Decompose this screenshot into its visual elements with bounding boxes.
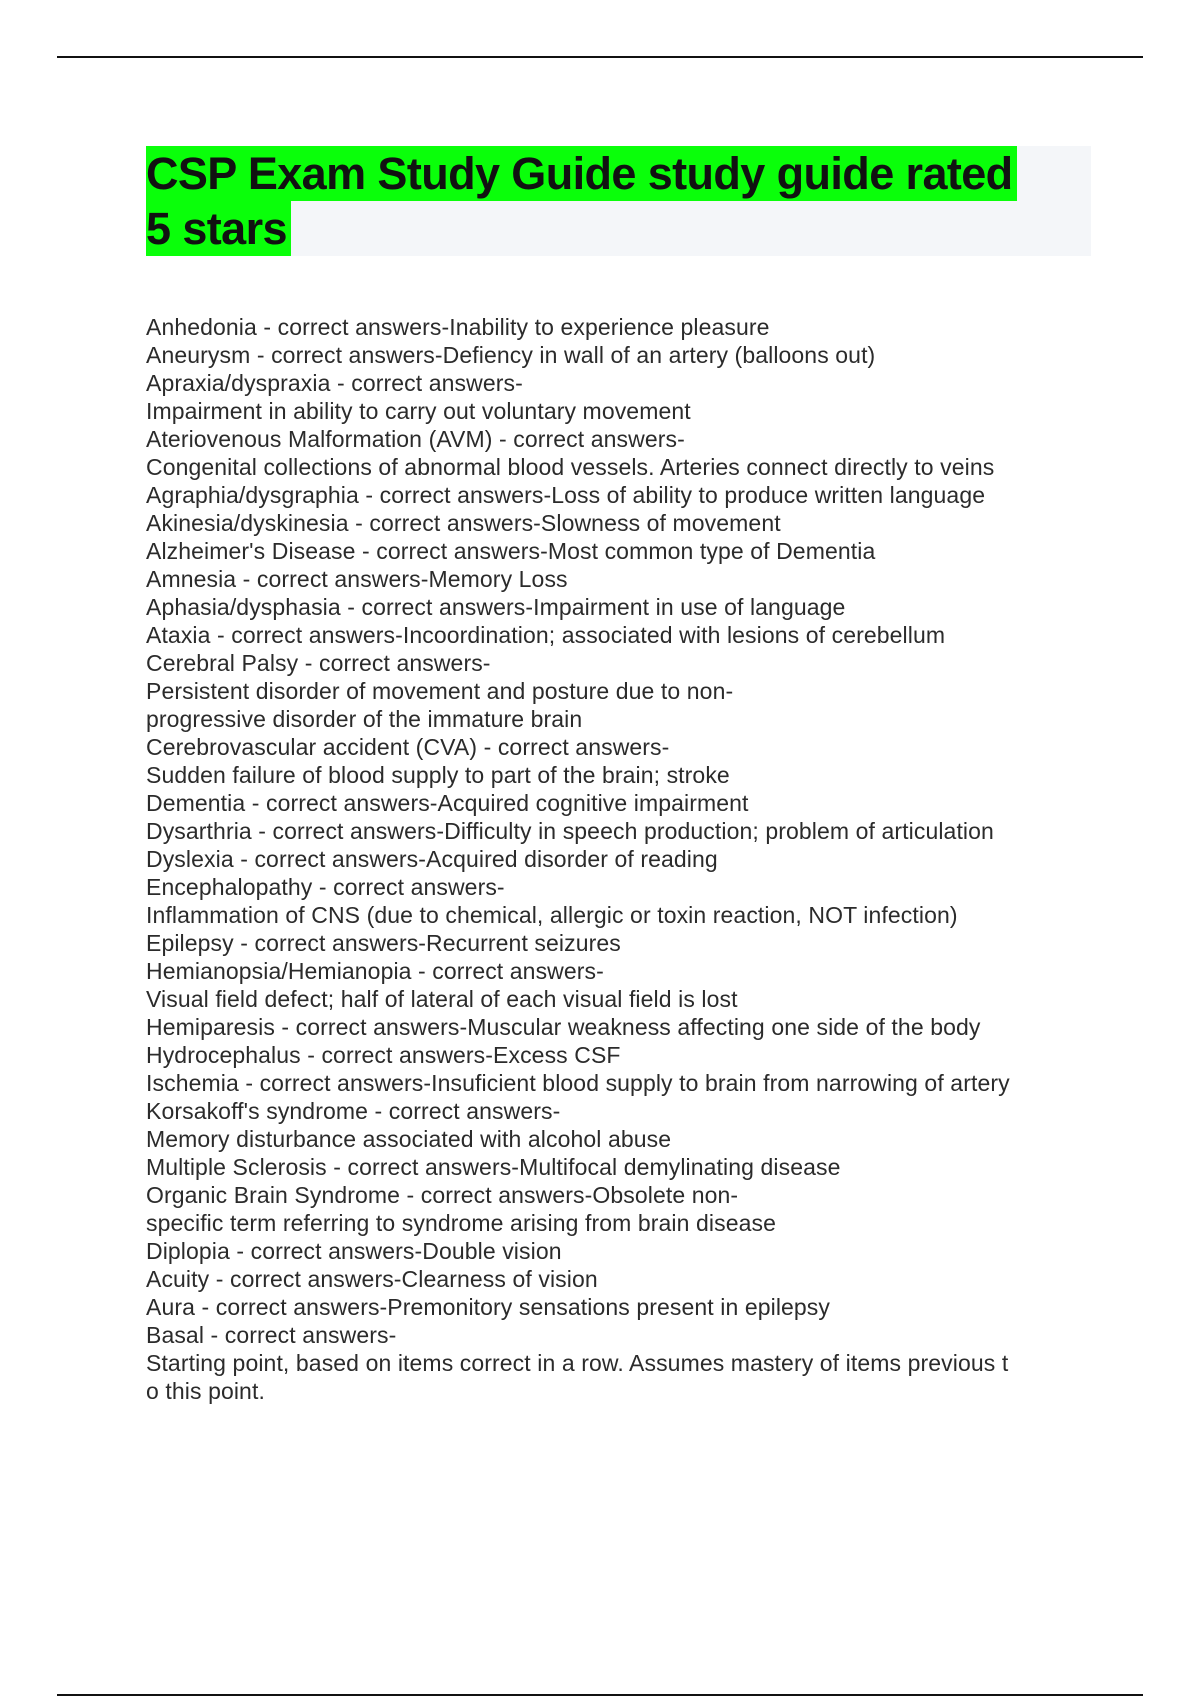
- text-line: Sudden failure of blood supply to part of the brain; stroke: [146, 762, 730, 788]
- text-line: Akinesia/dyskinesia - correct answers-Slowness of movement: [146, 510, 781, 536]
- text-line: Alzheimer's Disease - correct answers-Most common type of Dementia: [146, 538, 876, 564]
- text-line: Memory disturbance associated with alcohol abuse: [146, 1126, 672, 1152]
- text-line: Hydrocephalus - correct answers-Excess CSF: [146, 1042, 621, 1068]
- text-line: Diplopia - correct answers-Double vision: [146, 1238, 562, 1264]
- text-line: Epilepsy - correct answers-Recurrent seizures: [146, 930, 621, 956]
- text-line: Ischemia - correct answers-Insuficient blood supply to brain from narrowing of artery: [146, 1070, 1010, 1096]
- title-highlight-1: CSP Exam Study Guide study guide rated: [146, 146, 1017, 201]
- document-title-line-1: [146, 146, 1017, 201]
- text-line: Cerebral Palsy - correct answers-: [146, 650, 491, 676]
- text-line: Dysarthria - correct answers-Difficulty in speech production; problem of articulation: [146, 818, 994, 844]
- title-highlight-2: 5 stars: [146, 201, 291, 256]
- text-line: Hemianopsia/Hemianopia - correct answers-: [146, 958, 604, 984]
- text-line: Agraphia/dysgraphia - correct answers-Loss of ability to produce written language: [146, 482, 986, 508]
- text-line: Organic Brain Syndrome - correct answers-Obsolete non-: [146, 1182, 739, 1208]
- text-line: Visual field defect; half of lateral of each visual field is lost: [146, 986, 738, 1012]
- text-line: Encephalopathy - correct answers-: [146, 874, 505, 900]
- text-line: Aphasia/dysphasia - correct answers-Impairment in use of language: [146, 594, 846, 620]
- text-line: Aura - correct answers-Premonitory sensations present in epilepsy: [146, 1294, 831, 1320]
- text-line: Anhedonia - correct answers-Inability to experience pleasure: [146, 314, 770, 340]
- text-line: specific term referring to syndrome arising from brain disease: [146, 1210, 776, 1236]
- text-line: Dyslexia - correct answers-Acquired disorder of reading: [146, 846, 718, 872]
- text-line: Amnesia - correct answers-Memory Loss: [146, 566, 568, 592]
- text-line: Inflammation of CNS (due to chemical, allergic or toxin reaction, NOT infection): [146, 902, 958, 928]
- text-line: Hemiparesis - correct answers-Muscular weakness affecting one side of the body: [146, 1014, 981, 1040]
- text-line: o this point.: [146, 1378, 265, 1404]
- text-line: Korsakoff's syndrome - correct answers-: [146, 1098, 561, 1124]
- top-rule: [57, 56, 1143, 58]
- bottom-rule: [57, 1694, 1143, 1696]
- text-line: Persistent disorder of movement and posture due to non-: [146, 678, 734, 704]
- text-line: Apraxia/dyspraxia - correct answers-: [146, 370, 523, 396]
- text-line: Starting point, based on items correct in a row. Assumes mastery of items previous t: [146, 1350, 1009, 1376]
- text-line: Impairment in ability to carry out voluntary movement: [146, 398, 691, 424]
- text-line: Acuity - correct answers-Clearness of vision: [146, 1266, 598, 1292]
- text-line: Aneurysm - correct answers-Defiency in wall of an artery (balloons out): [146, 342, 876, 368]
- document-title-line-2: [146, 201, 291, 256]
- text-line: Dementia - correct answers-Acquired cognitive impairment: [146, 790, 749, 816]
- text-line: Congenital collections of abnormal blood vessels. Arteries connect directly to veins: [146, 454, 995, 480]
- text-line: Multiple Sclerosis - correct answers-Multifocal demylinating disease: [146, 1154, 841, 1180]
- text-line: Ateriovenous Malformation (AVM) - correct answers-: [146, 426, 685, 452]
- flashcard-list: [146, 313, 1106, 1405]
- text-line: Ataxia - correct answers-Incoordination; associated with lesions of cerebellum: [146, 622, 946, 648]
- text-line: Cerebrovascular accident (CVA) - correct answers-: [146, 734, 670, 760]
- text-line: Basal - correct answers-: [146, 1322, 397, 1348]
- text-line: progressive disorder of the immature brain: [146, 706, 583, 732]
